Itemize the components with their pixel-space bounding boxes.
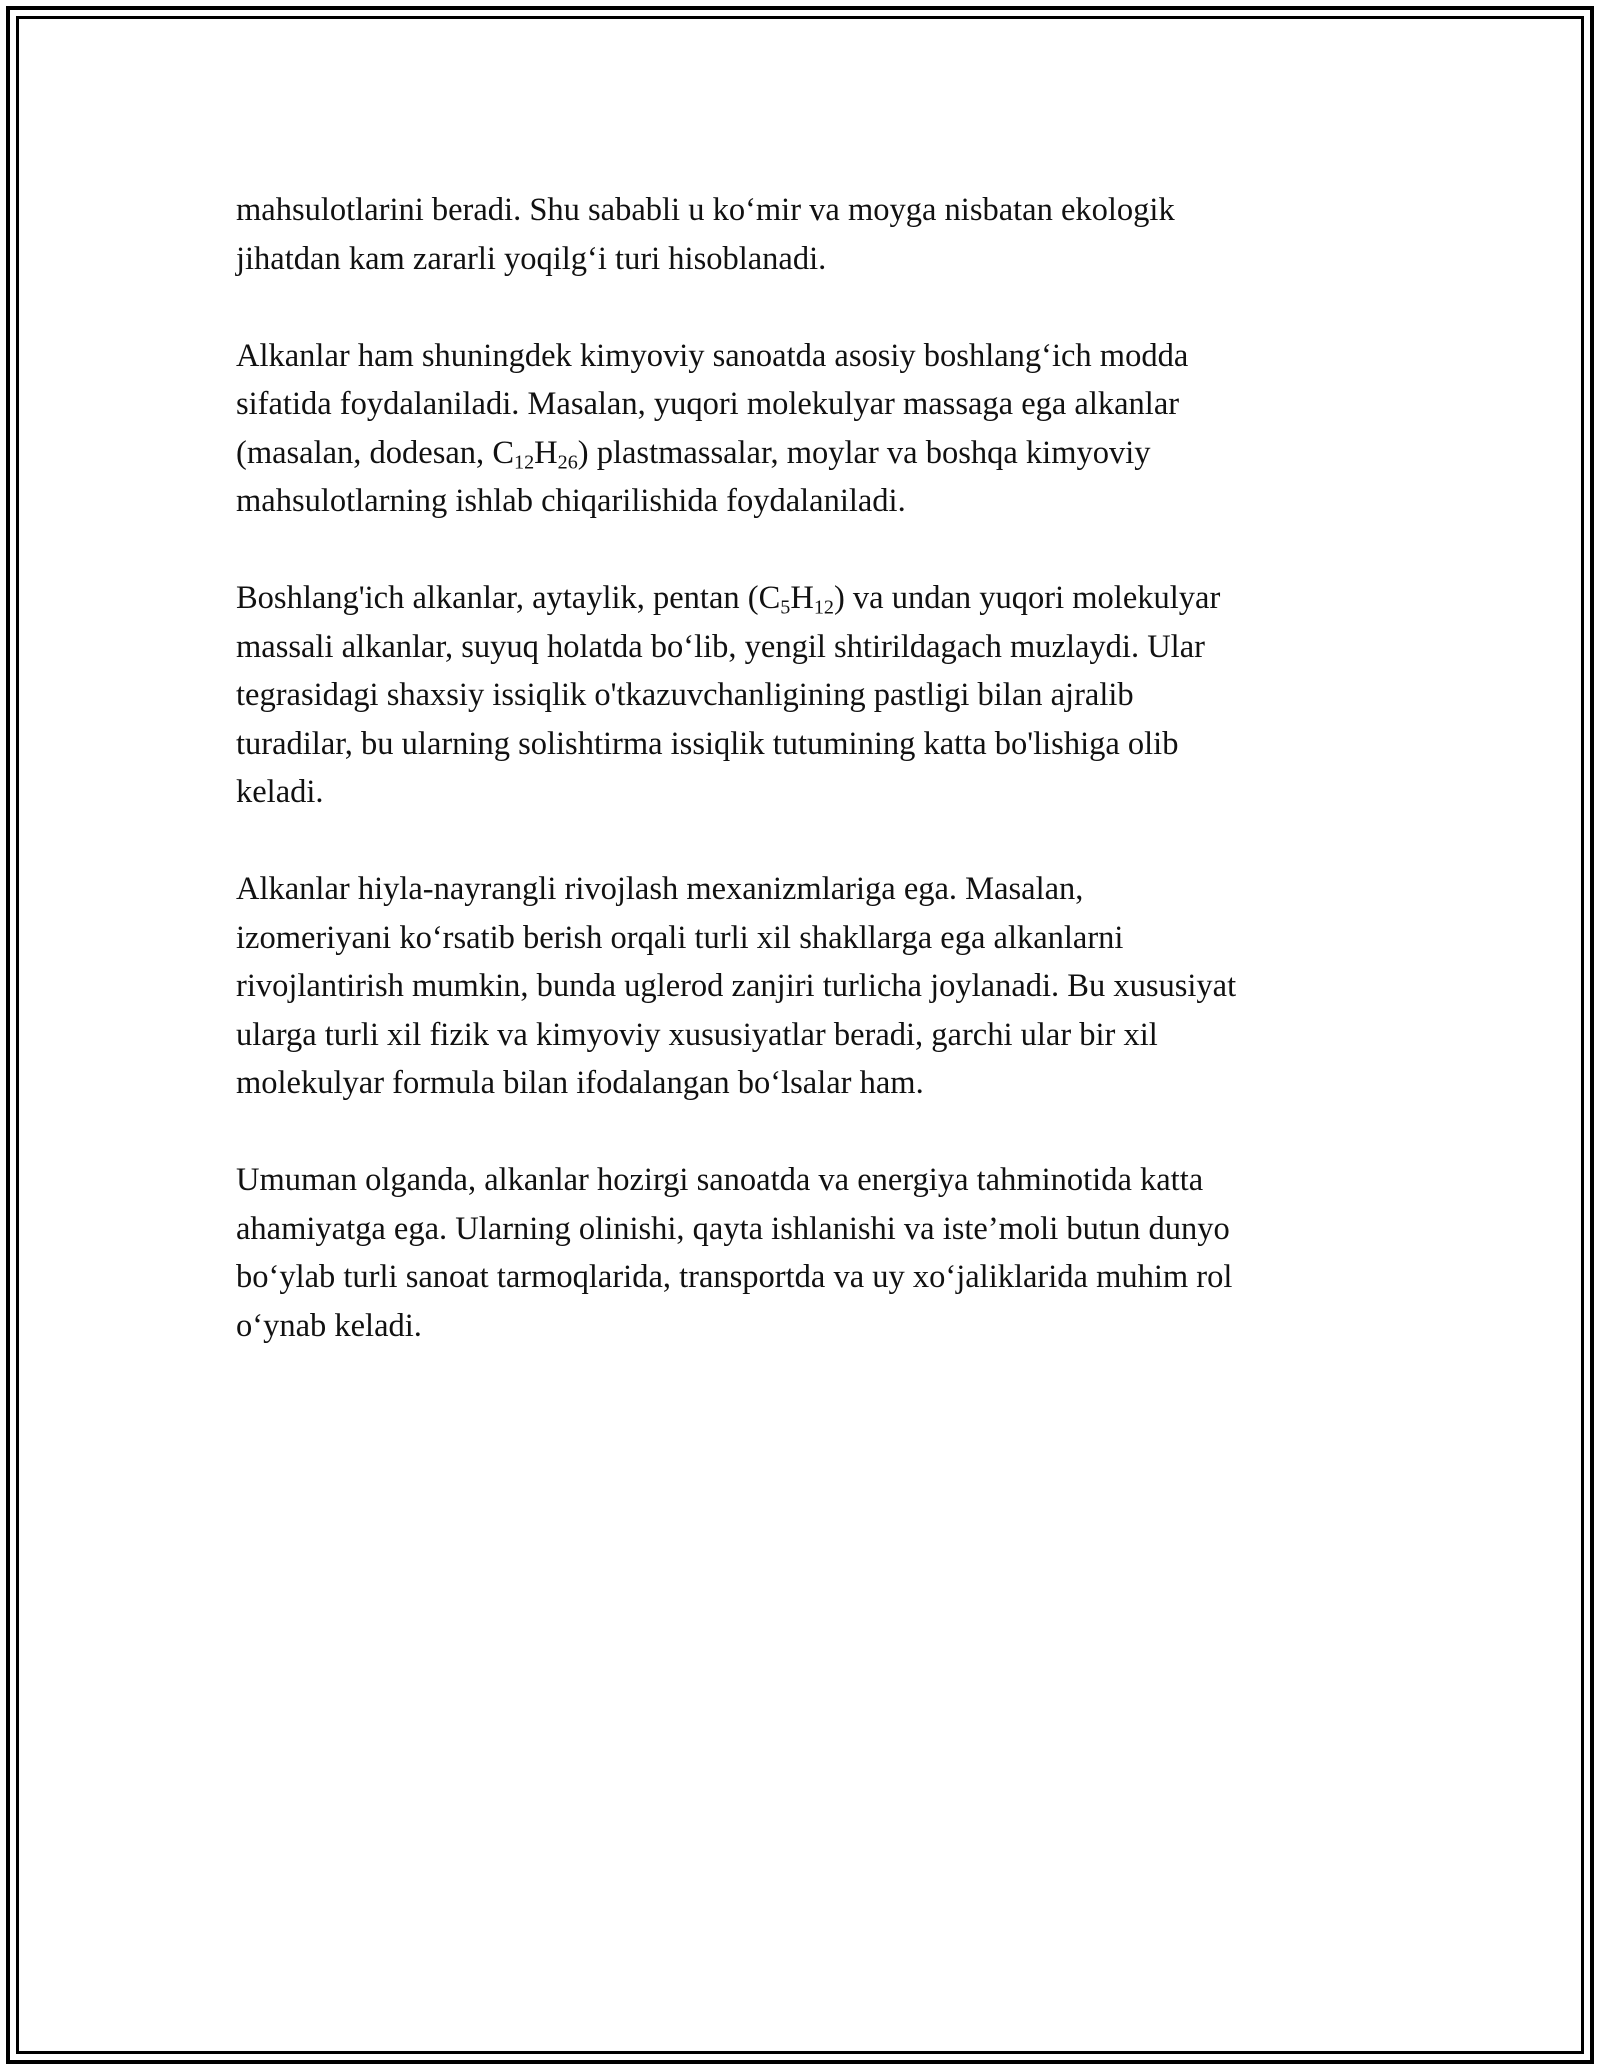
text-line: jihatdan kam zararli yoqilg‘i turi hisoblanadi. [236,240,827,277]
text-line: tegrasidagi shaxsiy issiqlik o'tkazuvchanligining pastligi bilan ajralib [236,677,1134,713]
formula-subscript: 26 [557,451,578,474]
text-line: rivojlantirish mumkin, bunda uglerod zanjiri turlicha joylanadi. Bu xususiyat [236,968,1237,1004]
chemical-formula-pentane [758,580,834,619]
text-line: izomeriyani ko‘rsatib berish orqali turli xil shakllarga ega alkanlarni [236,919,1124,956]
formula-subscript: 12 [514,451,535,474]
text-line: mahsulotlarning ishlab chiqarilishida foydalaniladi. [236,483,906,519]
paragraph-1 [236,186,1386,283]
text-line-segment: ) plastmassalar, moylar va boshqa kimyoviy [577,434,1151,471]
text-line: ularga turli xil fizik va kimyoviy xususiyatlar beradi, garchi ular bir xil [236,1016,1158,1053]
text-line: ahamiyatga ega. Ularning olinishi, qayta ishlanishi va iste’moli butun dunyo [236,1210,1230,1247]
text-line: Alkanlar hiyla-nayrangli rivojlash mexanizmlariga ega. Masalan, [236,871,1084,907]
text-line: bo‘ylab turli sanoat tarmoqlarida, transportda va uy xo‘jaliklarida muhim rol [236,1259,1233,1295]
formula-element: H [534,434,558,471]
text-line-segment: (masalan, dodesan, [236,434,493,471]
text-line: turadilar, bu ularning solishtirma issiqlik tutumining katta bo'lishiga olib [236,725,1179,762]
text-line: massali alkanlar, suyuq holatda bo‘lib, yengil shtirildagach muzlaydi. Ular [236,628,1205,665]
text-line-segment: ) va undan yuqori molekulyar [833,580,1221,616]
text-line: Umuman olganda, alkanlar hozirgi sanoatda va energiya tahminotida katta [236,1162,1204,1198]
paragraph-2 [236,332,1386,526]
text-line: sifatida foydalaniladi. Masalan, yuqori molekulyar massaga ega alkanlar [236,386,1180,422]
text-line: molekulyar formula bilan ifodalangan bo‘lsalar ham. [236,1065,924,1101]
formula-subscript: 12 [813,596,834,619]
text-line: o‘ynab keladi. [236,1307,422,1344]
text-line: keladi. [236,774,324,810]
formula-element: C [758,580,781,616]
text-line-segment: Boshlang'ich alkanlar, aytaylik, pentan ( [236,580,759,616]
paragraph-4 [236,865,1386,1108]
paragraph-5 [236,1156,1386,1350]
paragraph-3 [236,574,1386,817]
document-body [236,186,1386,1399]
text-line: Alkanlar ham shuningdek kimyoviy sanoatda asosiy boshlang‘ich modda [236,337,1189,374]
formula-element: C [492,434,514,471]
text-line: mahsulotlarini beradi. Shu sababli u ko‘mir va moyga nisbatan ekologik [236,192,1175,228]
formula-subscript: 5 [780,596,791,619]
chemical-formula-dodecane [492,434,578,474]
formula-element: H [790,580,814,616]
